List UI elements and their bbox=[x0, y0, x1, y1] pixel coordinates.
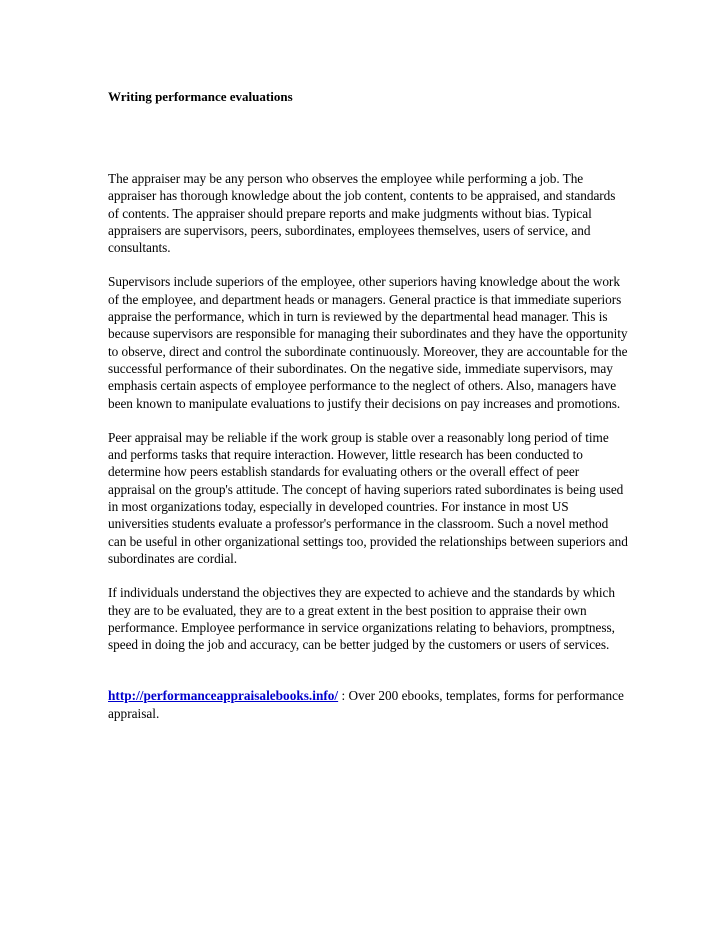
document-body bbox=[108, 170, 628, 653]
performance-ebooks-link[interactable]: http://performanceappraisalebooks.info/ bbox=[108, 688, 339, 704]
paragraph-supervisors: Supervisors include superiors of the employee, other superiors having knowledge about the work of the employee, and department heads or managers. General practice is that immediate superiors appraise the performance, which in turn is reviewed by the departmental head manager. This is because supervisors are responsible for managing their subordinates and they have the opportunity to observe, direct and control the subordinate continuously. Moreover, they are accountable for the successful performance of their subordinates. On the negative side, immediate supervisors, may emphasis certain aspects of employee performance to the neglect of others. Also, managers have been known to manipulate evaluations to justify their decisions on pay increases and promotions. bbox=[108, 274, 628, 411]
resource-link-description: : Over 200 ebooks, templates, forms for performance appraisal. bbox=[108, 688, 624, 721]
paragraph-appraiser: The appraiser may be any person who observes the employee while performing a job. The appraiser has thorough knowledge about the job content, contents to be appraised, and standards of contents. The appraiser should prepare reports and make judgments without bias. Typical appraisers are supervisors, peers, subordinates, employees themselves, users of service, and consultants. bbox=[108, 171, 616, 256]
document-title: Writing performance evaluations bbox=[108, 89, 293, 104]
paragraph-peer-appraisal: Peer appraisal may be reliable if the work group is stable over a reasonably long period of time and performs tasks that require interaction. However, little research has been conducted to determine how peers establish standards for evaluating others or the overall effect of peer appraisal on the group's attitude. The concept of having superiors rated subordinates is being used in most organizations today, especially in developed countries. For instance in most US universities students evaluate a professor's performance in the classroom. Such a novel method can be useful in other organizational settings too, provided the relationships between superiors and subordinates are cordial. bbox=[108, 429, 628, 566]
paragraph-self-appraisal: If individuals understand the objectives they are expected to achieve and the standards by which they are to be evaluated, they are to a great extent in the best position to appraise their own performance. Employee performance in service organizations relating to behaviors, promptness, speed in doing the job and accuracy, can be better judged by the customers or users of services. bbox=[108, 585, 615, 653]
resource-link-line bbox=[108, 687, 628, 722]
